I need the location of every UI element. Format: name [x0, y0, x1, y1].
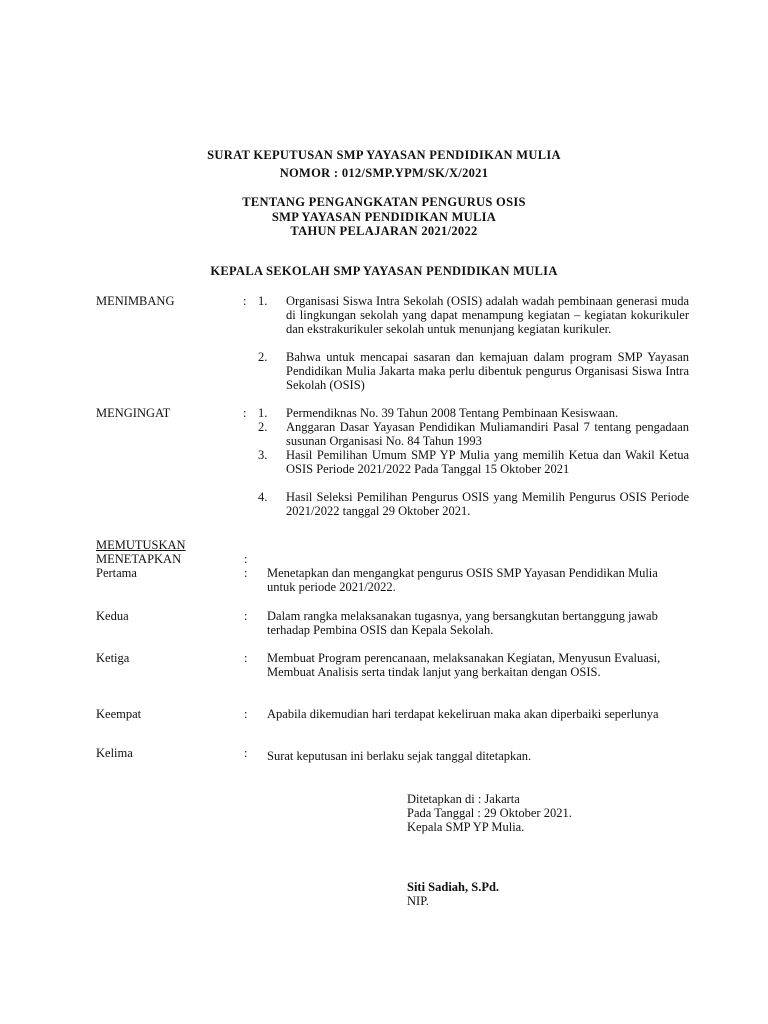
menimbang-item-1-number: 1.	[258, 294, 268, 308]
decision-kedua-text: Dalam rangka melaksanakan tugasnya, yang bersangkutan bertanggung jawab terhadap Pembina OSIS dan Kepala Sekolah.	[267, 609, 658, 637]
decision-pertama-text: Menetapkan dan mengangkat pengurus OSIS SMP Yayasan Pendidikan Mulia untuk periode 2021/2022.	[267, 566, 658, 594]
decision-pertama-label: Pertama	[96, 566, 137, 580]
mengingat-item-1-text: Permendiknas No. 39 Tahun 2008 Tentang Pembinaan Kesiswaan.	[286, 406, 619, 420]
decision-ketiga-colon: :	[244, 651, 248, 665]
decision-keempat-colon: :	[244, 707, 248, 721]
mengingat-item-4-text: Hasil Seleksi Pemilihan Pengurus OSIS yang Memilih Pengurus OSIS Periode 2021/2022 tanggal 29 Oktober 2021.	[286, 490, 689, 518]
signatory-nip: NIP.	[407, 894, 429, 908]
menetapkan-heading: MENETAPKAN	[96, 552, 182, 566]
signature-position: Kepala SMP YP Mulia.	[407, 820, 525, 834]
subject-line-2: SMP YAYASAN PENDIDIKAN MULIA	[271, 209, 497, 224]
document-title-block	[0, 148, 768, 180]
mengingat-label: MENGINGAT	[96, 406, 171, 420]
decision-pertama-colon: :	[244, 566, 248, 580]
mengingat-item-3-number: 3.	[258, 448, 268, 462]
menimbang-item-2-text: Bahwa untuk mencapai sasaran dan kemajuan dalam program SMP Yayasan Pendidikan Mulia Jakarta maka perlu dibentuk pengurus Organisasi Siswa Intra Sekolah (OSIS)	[286, 350, 689, 392]
document-title: SURAT KEPUTUSAN SMP YAYASAN PENDIDIKAN MULIA	[207, 148, 561, 162]
menimbang-item-2-number: 2.	[258, 350, 268, 364]
mengingat-item-4-number: 4.	[258, 490, 268, 504]
decision-kelima-text: Surat keputusan ini berlaku sejak tanggal ditetapkan.	[267, 749, 532, 763]
decision-kelima-label: Kelima	[96, 746, 133, 760]
memutuskan-heading: MEMUTUSKAN	[96, 538, 186, 552]
decision-kelima-colon: :	[244, 746, 248, 760]
signature-date: Pada Tanggal : 29 Oktober 2021.	[407, 806, 572, 820]
decision-keempat-label: Keempat	[96, 707, 142, 721]
subject-line-3: TAHUN PELAJARAN 2021/2022	[290, 224, 478, 238]
menetapkan-colon: :	[244, 552, 248, 566]
decision-keempat-text: Apabila dikemudian hari terdapat kekeliruan maka akan diperbaiki seperlunya	[267, 707, 659, 721]
decision-ketiga-text: Membuat Program perencanaan, melaksanakan Kegiatan, Menyusun Evaluasi, Membuat Analisis serta tindak lanjut yang berkaitan dengan OSIS.	[267, 651, 661, 679]
subject-line-1: TENTANG PENGANGKATAN PENGURUS OSIS	[242, 195, 526, 209]
mengingat-item-1-number: 1.	[258, 406, 268, 420]
authority-line: KEPALA SEKOLAH SMP YAYASAN PENDIDIKAN MULIA	[210, 264, 558, 278]
menimbang-label: MENIMBANG	[96, 294, 175, 308]
signature-place: Ditetapkan di : Jakarta	[407, 792, 520, 806]
decision-ketiga-label: Ketiga	[96, 651, 130, 665]
mengingat-item-2-number: 2.	[258, 420, 268, 434]
decision-kedua-colon: :	[244, 609, 248, 623]
menimbang-item-1-text: Organisasi Siswa Intra Sekolah (OSIS) adalah wadah pembinaan generasi muda di lingkungan sekolah yang dapat menampung kegiatan – kegiatan kokurikuler dan ekstrakurikuler sekolah untuk menunjang kegiatan kurikuler.	[286, 294, 689, 336]
mengingat-colon: :	[243, 406, 247, 420]
document-subject-block	[0, 195, 768, 239]
signatory-name: Siti Sadiah, S.Pd.	[407, 880, 500, 894]
mengingat-item-3-text: Hasil Pemilihan Umum SMP YP Mulia yang memilih Ketua dan Wakil Ketua OSIS Periode 2021/2022 Pada Tanggal 15 Oktober 2021	[286, 448, 689, 476]
decision-kedua-label: Kedua	[96, 609, 129, 623]
menimbang-colon: :	[243, 294, 247, 308]
authority-heading	[0, 264, 768, 279]
mengingat-item-2-text: Anggaran Dasar Yayasan Pendidikan Muliamandiri Pasal 7 tentang pengadaan susunan Organisasi No. 84 Tahun 1993	[286, 420, 689, 448]
document-number: NOMOR : 012/SMP.YPM/SK/X/2021	[279, 165, 489, 180]
